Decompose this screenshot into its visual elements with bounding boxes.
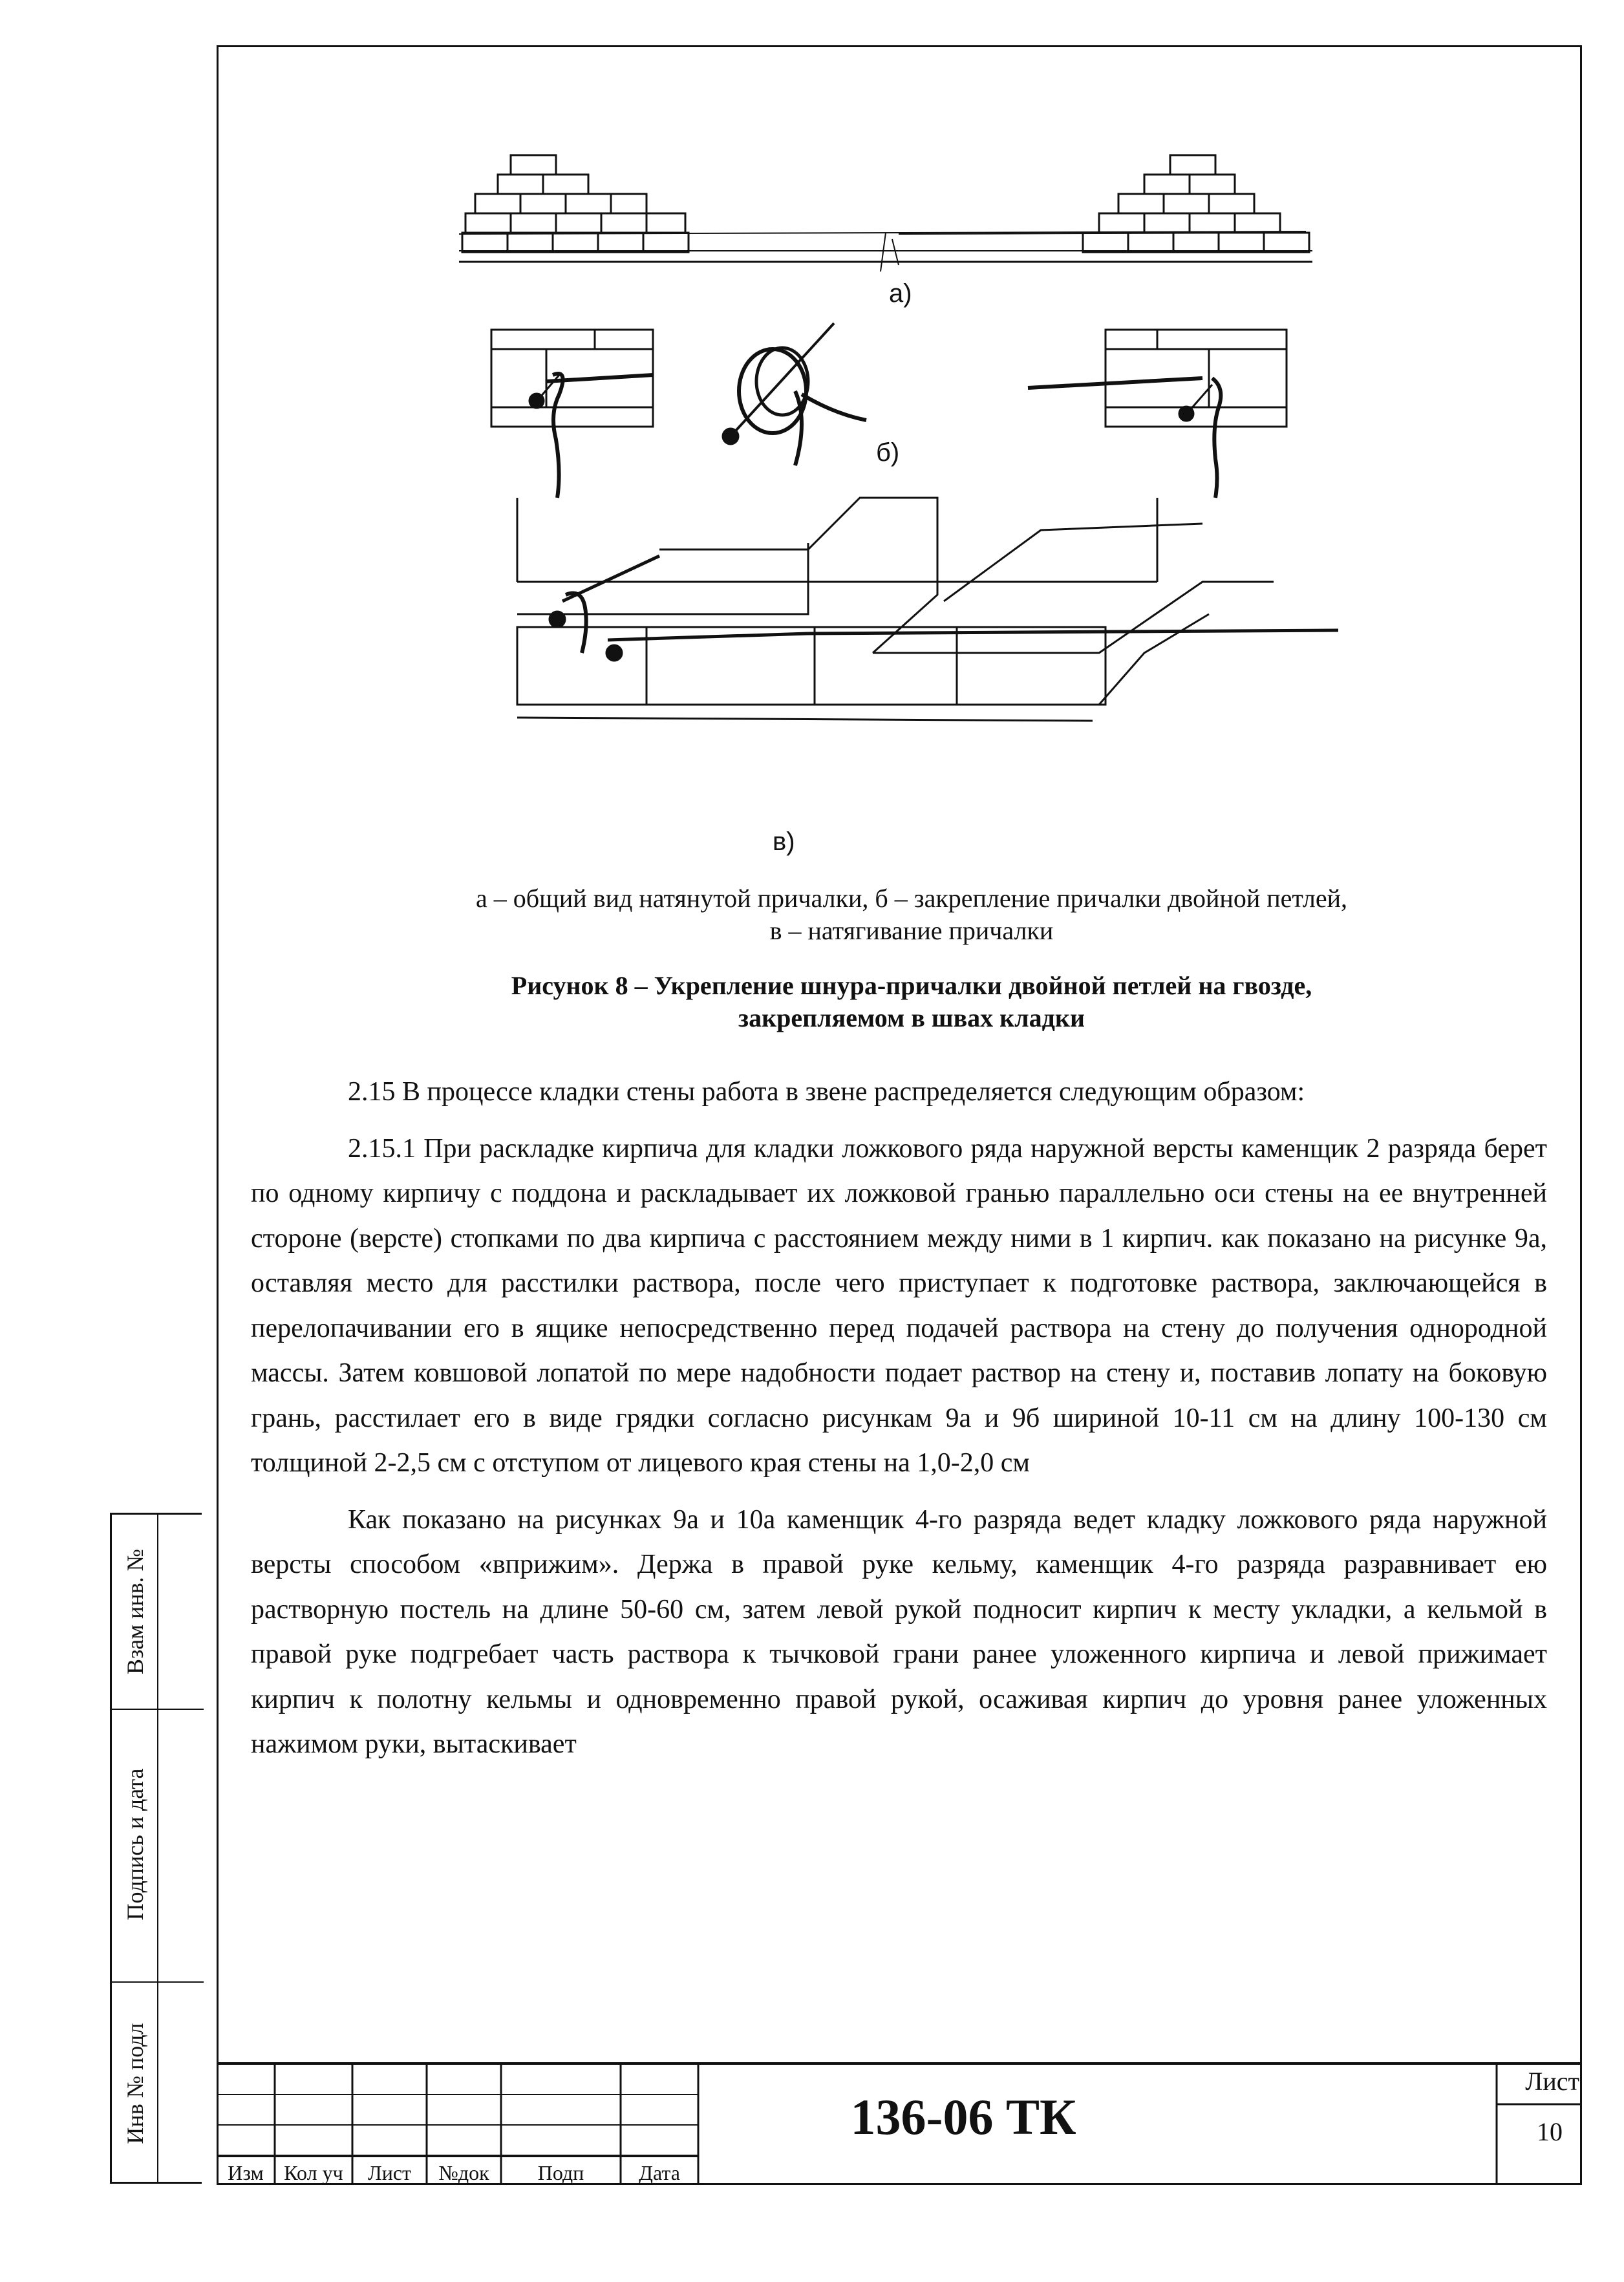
figure-8 <box>446 136 1377 866</box>
stamp-col-podp: Подп <box>537 2161 584 2184</box>
sidebar-inv-podl: Инв № подл <box>122 2023 148 2144</box>
figure-label-a: а) <box>889 279 912 308</box>
figure-v-drawing <box>517 498 1338 721</box>
paragraph-2-15-1: 2.15.1 При раскладке кирпича для кладки ложкового ряда наружной версты каменщик 2 разряда берет по одному кирпичу с поддона и раскладывает их ложковой гранью параллельно оси стены на ее внутренней стороне (версте) стопками по два кирпича с расстоянием между ними в 1 кирпич. как показано на рисунке 9а, оставляя место для расстилки раствора, после чего приступает к подготовке раствора, заключающейся в перелопачивании его в ящике непосредственно перед подачей раствора на стену до получения однородной массы. Затем ковшовой лопатой по мере надобности подает раствор на стену и, поставив лопату на боковую грань, расстилает его в виде грядки согласно рисункам 9а и 9б шириной 10-11 см на длину 100-130 см толщиной 2-2,5 см с отступом от лицевого края стены на 1,0-2,0 см <box>251 1133 1547 1478</box>
figure-b-drawing <box>491 323 1287 498</box>
body-text <box>251 1070 1547 1767</box>
figure-label-b: б) <box>876 438 900 467</box>
left-stamp-sidebar <box>110 1513 202 2184</box>
stamp-col-data: Дата <box>639 2161 680 2184</box>
stamp-col-ndok: №док <box>438 2161 489 2184</box>
sidebar-vzam-inv: Взам инв. № <box>122 1549 148 1674</box>
figure-caption-line1: Рисунок 8 – Укрепление шнура-причалки двойной петлей на гвозде, <box>511 971 1312 1000</box>
document-code: 136-06 ТК <box>850 2089 1076 2145</box>
sidebar-divider <box>112 1709 204 1710</box>
figure-legend-line2: в – натягивание причалки <box>769 916 1054 945</box>
stamp-col-list: Лист <box>367 2161 411 2184</box>
sidebar-divider <box>112 1981 204 1983</box>
paragraph-2-15: 2.15 В процессе кладки стены работа в звене распределяется следующим образом: <box>348 1077 1305 1107</box>
sheet-number: 10 <box>1537 2117 1563 2146</box>
stamp-col-izm: Изм <box>228 2161 264 2184</box>
stamp-col-kol-uch: Кол уч <box>284 2161 343 2184</box>
figure-caption <box>362 970 1461 1034</box>
figure-caption-line2: закрепляемом в швах кладки <box>738 1003 1085 1032</box>
figure-label-v: в) <box>773 827 795 856</box>
sheet-label: Лист <box>1525 2067 1579 2096</box>
figure-drawing <box>446 136 1377 866</box>
figure-legend-line1: а – общий вид натянутой причалки, б – закрепление причалки двойной петлей, <box>475 884 1347 913</box>
title-block <box>217 2062 1582 2185</box>
paragraph-vprizhim: Как показано на рисунках 9а и 10а каменщик 4-го разряда ведет кладку ложкового ряда наружной версты способом «вприжим». Держа в правой руке кельму, каменщик 4-го разряда разравнивает ею растворную постель на длине 50-60 см, затем левой рукой подносит кирпич к месту укладки, а кельмой в правой руке подгребает часть раствора к тычковой грани ранее уложенного кирпича и левой прижимает кирпич к полотну кельмы и одновременно правой рукой, осаживая кирпич до уровня ранее уложенных нажимом руки, вытаскивает <box>251 1504 1547 1759</box>
sidebar-podpis-data: Подпись и дата <box>122 1768 148 1921</box>
figure-legend <box>362 882 1461 947</box>
figure-a-drawing <box>459 155 1312 272</box>
